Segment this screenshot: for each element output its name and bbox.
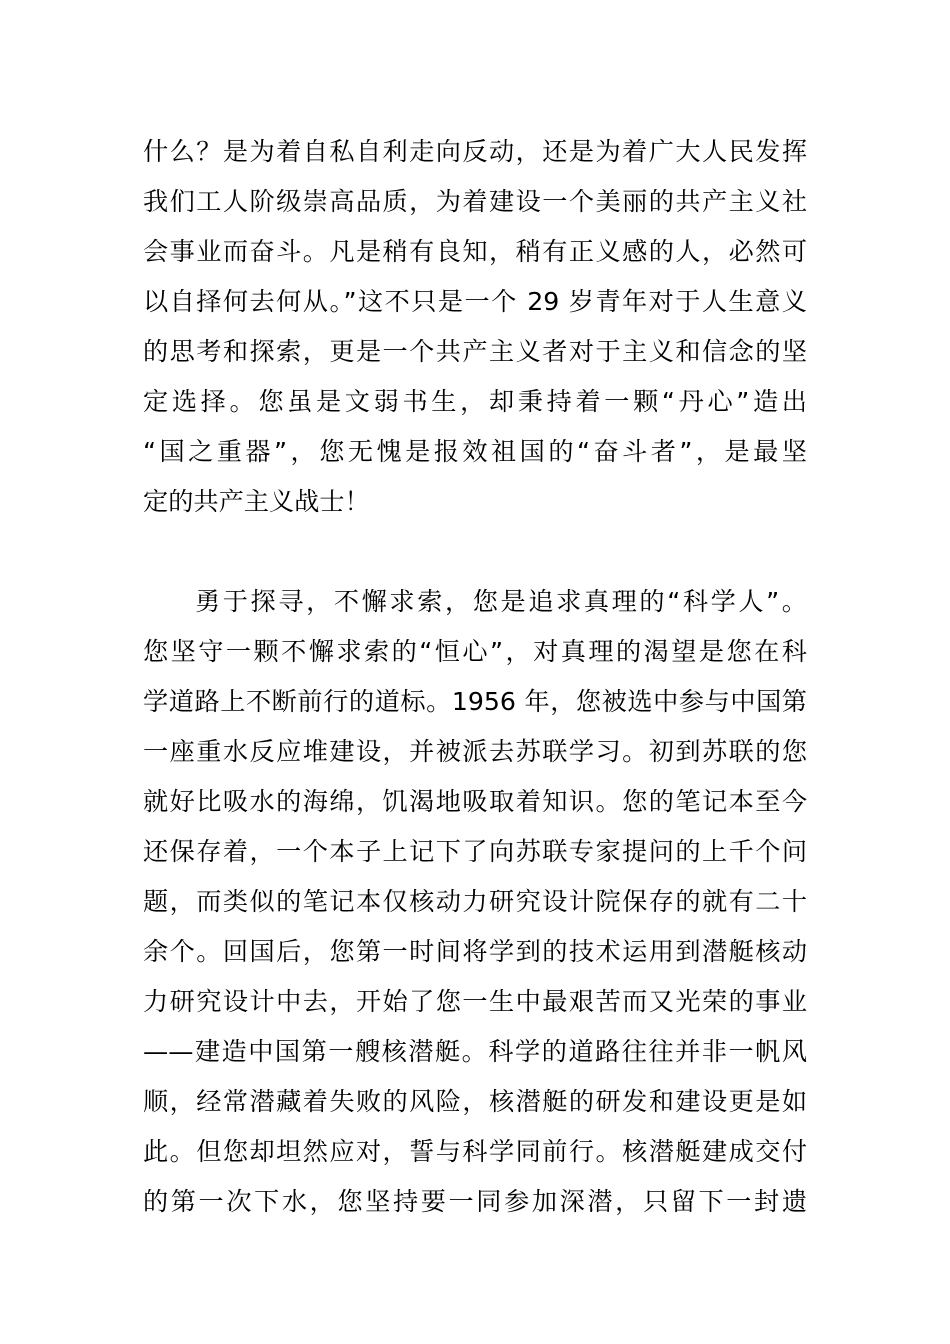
paragraph-line: 的第一次下水，您坚持要一同参加深潜，只留下一封遗 xyxy=(143,1187,807,1216)
paragraph-line: 题，而类似的笔记本仅核动力研究设计院保存的就有二十 xyxy=(143,887,807,916)
paragraph-line: ——建造中国第一艘核潜艇。科学的道路往往并非一帆风 xyxy=(143,1037,807,1066)
paragraph-line: “国之重器”，您无愧是报效祖国的“奋斗者”，是最坚 xyxy=(143,437,807,466)
paragraph-line: 定的共产主义战士！ xyxy=(143,487,370,516)
paragraph-line: 此。但您却坦然应对，誓与科学同前行。核潜艇建成交付 xyxy=(143,1137,807,1166)
paragraph-line: 以自择何去何从。”这不只是一个 29 岁青年对于人生意义 xyxy=(143,287,807,316)
paragraph-line: 余个。回国后，您第一时间将学到的技术运用到潜艇核动 xyxy=(143,937,807,966)
paragraph-line: 会事业而奋斗。凡是稍有良知，稍有正义感的人，必然可 xyxy=(143,237,807,266)
paragraph-line: 定选择。您虽是文弱书生，却秉持着一颗“丹心”造出 xyxy=(143,387,807,416)
paragraph-line: 还保存着，一个本子上记下了向苏联专家提问的上千个问 xyxy=(143,837,807,866)
paragraph-line: 就好比吸水的海绵，饥渴地吸取着知识。您的笔记本至今 xyxy=(143,787,807,816)
paragraph-line: 力研究设计中去，开始了您一生中最艰苦而又光荣的事业 xyxy=(143,987,807,1016)
paragraph-line: 学道路上不断前行的道标。1956 年，您被选中参与中国第 xyxy=(143,687,807,716)
paragraph-line: 我们工人阶级崇高品质，为着建设一个美丽的共产主义社 xyxy=(143,187,807,216)
paragraph-line: 一座重水反应堆建设，并被派去苏联学习。初到苏联的您 xyxy=(143,737,807,766)
paragraph-line: 的思考和探索，更是一个共产主义者对于主义和信念的坚 xyxy=(143,337,807,366)
paragraph-line: 您坚守一颗不懈求索的“恒心”，对真理的渴望是您在科 xyxy=(143,637,807,666)
paragraph-line: 顺，经常潜藏着失败的风险，核潜艇的研发和建设更是如 xyxy=(143,1087,807,1116)
paragraph-line: 勇于探寻，不懈求索，您是追求真理的“科学人”。 xyxy=(195,587,807,616)
paragraph-line: 什么？是为着自私自利走向反动，还是为着广大人民发挥 xyxy=(143,137,807,166)
